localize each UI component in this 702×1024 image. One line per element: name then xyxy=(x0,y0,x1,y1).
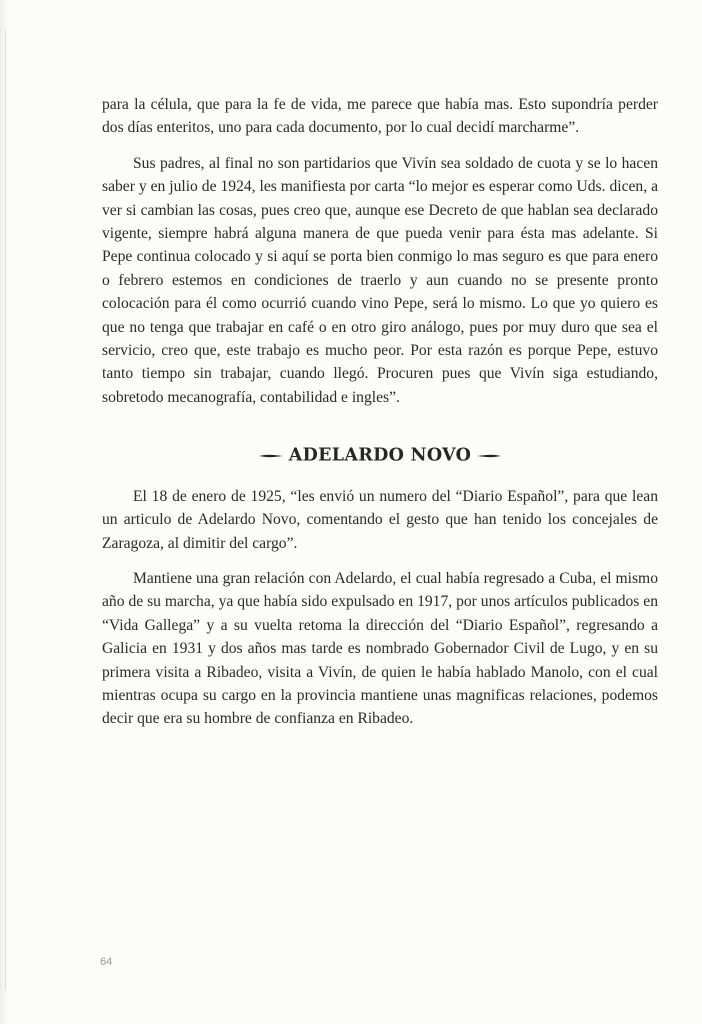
paragraph-parents-letter: Sus padres, al final no son partidarios que Vivín sea soldado de cuota y se lo hacen saber y en julio de 1924, les manifiesta por carta “lo mejor es esperar como Uds. dicen, a ver si cambian las cosas, pues creo que, aunque ese Decreto de que hablan sea declarado vigente, siempre habrá alguna manera de que pueda venir para ésta mas adelante. Si Pepe continua colocado y si aquí se porta bien conmigo lo mas seguro es que para enero o febrero estemos en condiciones de traerlo y aun cuando no se presente pronto colocación para él como ocurrió cuando vino Pepe, será lo mismo. Lo que yo quiero es que no tenga que trabajar en café o en otro giro análogo, pues por muy duro que sea el servicio, creo que, este trabajo es mucho peor. Por esta razón es porque Pepe, estuvo tanto tiempo sin trabajar, cuando llegó. Procuren pues que Vivín siga estudiando, sobretodo mecanografía, contabilidad e ingles”. xyxy=(102,154,658,406)
paragraph-continued: para la célula, que para la fe de vida, me parece que había mas. Esto supondría perder dos días enteritos, uno para cada documento, por lo cual decidí marcharme”. xyxy=(102,96,658,137)
section-heading xyxy=(102,445,658,466)
heading-ornament-left-icon xyxy=(259,452,283,460)
section-title: ADELARDO NOVO xyxy=(288,445,472,466)
binding-fold-line xyxy=(5,30,6,990)
page-number: 64 xyxy=(100,956,113,968)
paragraph-diario-espanol: El 18 de enero de 1925, “les envió un numero del “Diario Español”, para que lean un articulo de Adelardo Novo, comentando el gesto que han tenido los concejales de Zaragoza, al dimitir del cargo”. xyxy=(102,487,658,552)
page-binding-shadow xyxy=(0,0,14,1024)
paragraph-relation-adelardo: Mantiene una gran relación con Adelardo, el cual había regresado a Cuba, el mismo año de su marcha, ya que había sido expulsado en 1917, por unos artículos publicados en “Vida Gallega” y a su vuelta retoma la dirección del “Diario Español”, regresando a Galicia en 1931 y dos años mas tarde es nombrado Gobernador Civil de Lugo, y en su primera visita a Ribadeo, visita a Vivín, de quien le había hablado Manolo, con el cual mientras ocupa su cargo en la provincia mantiene unas magnificas relaciones, podemos decir que era su hombre de confianza en Ribadeo. xyxy=(102,570,658,728)
page-body xyxy=(102,93,658,731)
heading-ornament-right-icon xyxy=(477,452,501,460)
